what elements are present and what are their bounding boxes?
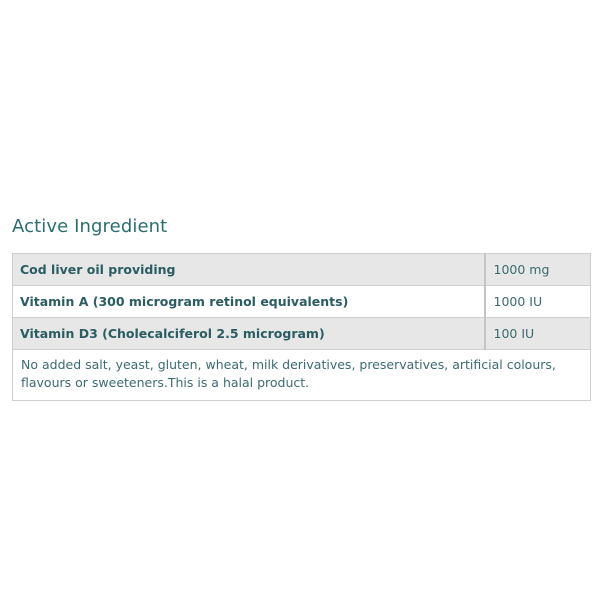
ingredients-table [12, 253, 591, 401]
ingredient-amount: 100 IU [485, 318, 591, 350]
table-row [13, 254, 591, 286]
ingredient-name: Vitamin A (300 microgram retinol equivalents) [13, 286, 485, 318]
ingredient-name: Vitamin D3 (Cholecalciferol 2.5 microgram) [13, 318, 485, 350]
section-title: Active Ingredient [12, 216, 168, 237]
ingredient-name: Cod liver oil providing [13, 254, 485, 286]
ingredient-amount: 1000 IU [485, 286, 591, 318]
footnote-text: No added salt, yeast, gluten, wheat, milk derivatives, preservatives, artificial colours, flavours or sweeteners.This is a halal product. [13, 350, 591, 401]
table-row [13, 318, 591, 350]
footnote-row [13, 350, 591, 401]
table-row [13, 286, 591, 318]
ingredient-amount: 1000 mg [485, 254, 591, 286]
